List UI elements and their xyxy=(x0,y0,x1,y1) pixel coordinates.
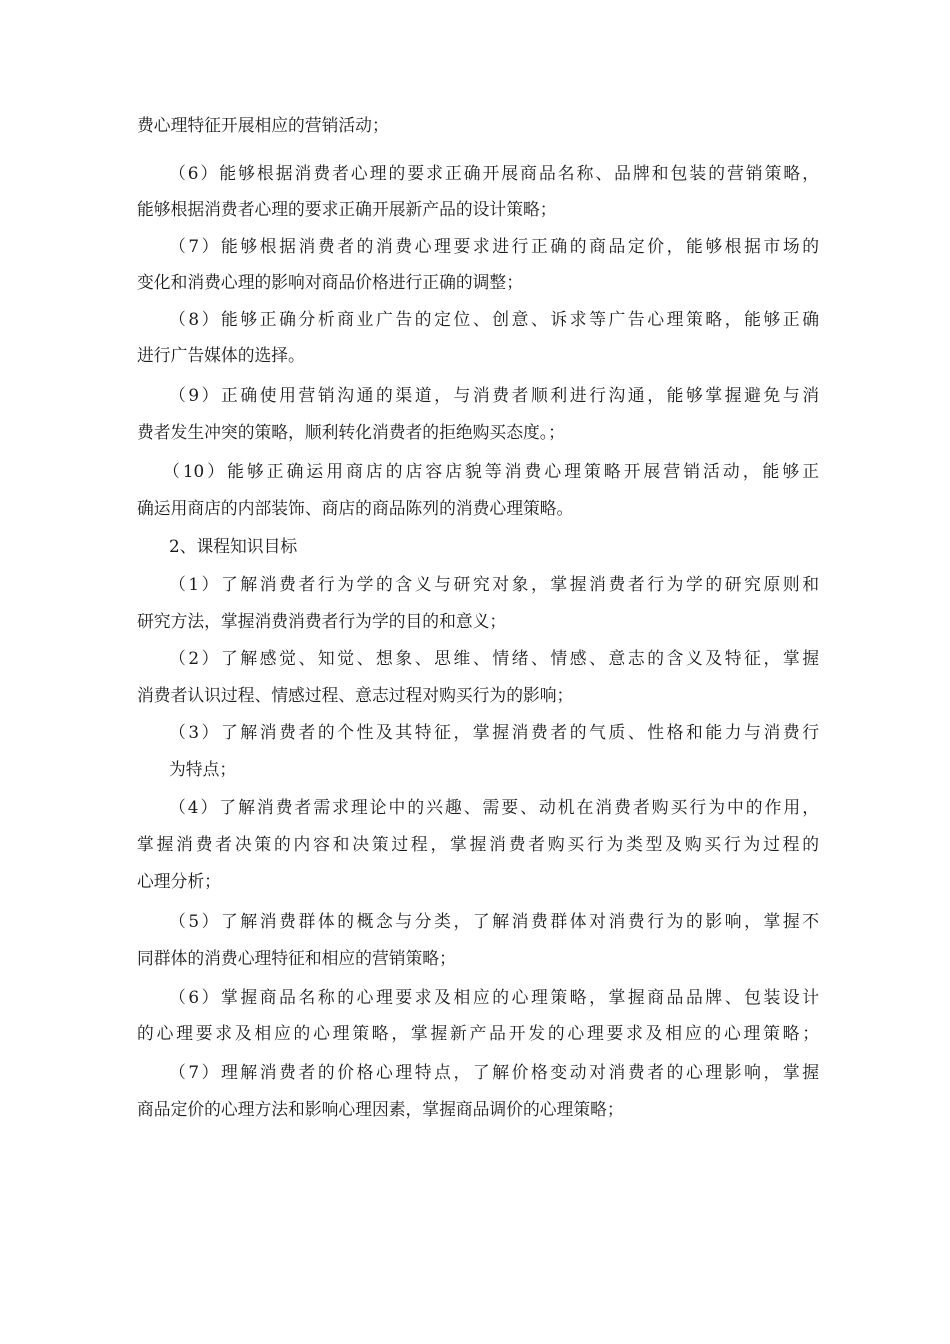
text-line: （6）掌握商品名称的心理要求及相应的心理策略，掌握商品品牌、包装设计 xyxy=(169,987,819,1007)
text-line: 费心理特征开展相应的营销活动； xyxy=(137,115,389,135)
text-line: 为特点； xyxy=(169,759,237,779)
text-line: （6）能够根据消费者心理的要求正确开展商品名称、品牌和包装的营销策略， xyxy=(169,163,819,183)
text-line: 能够根据消费者心理的要求正确开展新产品的设计策略； xyxy=(137,199,557,219)
text-line: 研究方法，掌握消费消费者行为学的目的和意义； xyxy=(137,611,507,631)
text-line: （7）理解消费者的价格心理特点，了解价格变动对消费者的心理影响，掌握 xyxy=(169,1062,819,1082)
text-line: 的心理要求及相应的心理策略，掌握新产品开发的心理要求及相应的心理策略； xyxy=(137,1023,819,1043)
text-line: 商品定价的心理方法和影响心理因素，掌握商品调价的心理策略； xyxy=(137,1099,624,1119)
text-line: 费者发生冲突的策略，顺利转化消费者的拒绝购买态度。； xyxy=(137,422,565,442)
text-line: （8）能够正确分析商业广告的定位、创意、诉求等广告心理策略，能够正确 xyxy=(169,309,819,329)
text-line: （2）了解感觉、知觉、想象、思维、情绪、情感、意志的含义及特征，掌握 xyxy=(169,648,819,668)
text-line: （5）了解消费群体的概念与分类，了解消费群体对消费行为的影响，掌握不 xyxy=(169,911,819,931)
text-line: 确运用商店的内部装饰、商店的商品陈列的消费心理策略。 xyxy=(137,498,574,518)
text-line: （10）能够正确运用商店的店容店貌等消费心理策略开展营销活动，能够正 xyxy=(163,461,819,481)
text-line: 消费者认识过程、情感过程、意志过程对购买行为的影响； xyxy=(137,685,574,705)
section-heading: 2、课程知识目标 xyxy=(169,536,298,556)
text-line: （7）能够根据消费者的消费心理要求进行正确的商品定价，能够根据市场的 xyxy=(169,236,819,256)
text-line: 心理分析； xyxy=(137,871,221,891)
text-line: 进行广告媒体的选择。 xyxy=(137,345,305,365)
text-line: （4）了解消费者需求理论中的兴趣、需要、动机在消费者购买行为中的作用， xyxy=(169,797,819,817)
text-line: 掌握消费者决策的内容和决策过程，掌握消费者购买行为类型及购买行为过程的 xyxy=(137,834,819,854)
text-line: （3）了解消费者的个性及其特征，掌握消费者的气质、性格和能力与消费行 xyxy=(169,722,819,742)
text-line: 同群体的消费心理特征和相应的营销策略； xyxy=(137,948,456,968)
text-line: （9）正确使用营销沟通的渠道，与消费者顺利进行沟通，能够掌握避免与消 xyxy=(169,385,819,405)
text-line: 变化和消费心理的影响对商品价格进行正确的调整； xyxy=(137,272,523,292)
text-line: （1）了解消费者行为学的含义与研究对象，掌握消费者行为学的研究原则和 xyxy=(169,574,819,594)
